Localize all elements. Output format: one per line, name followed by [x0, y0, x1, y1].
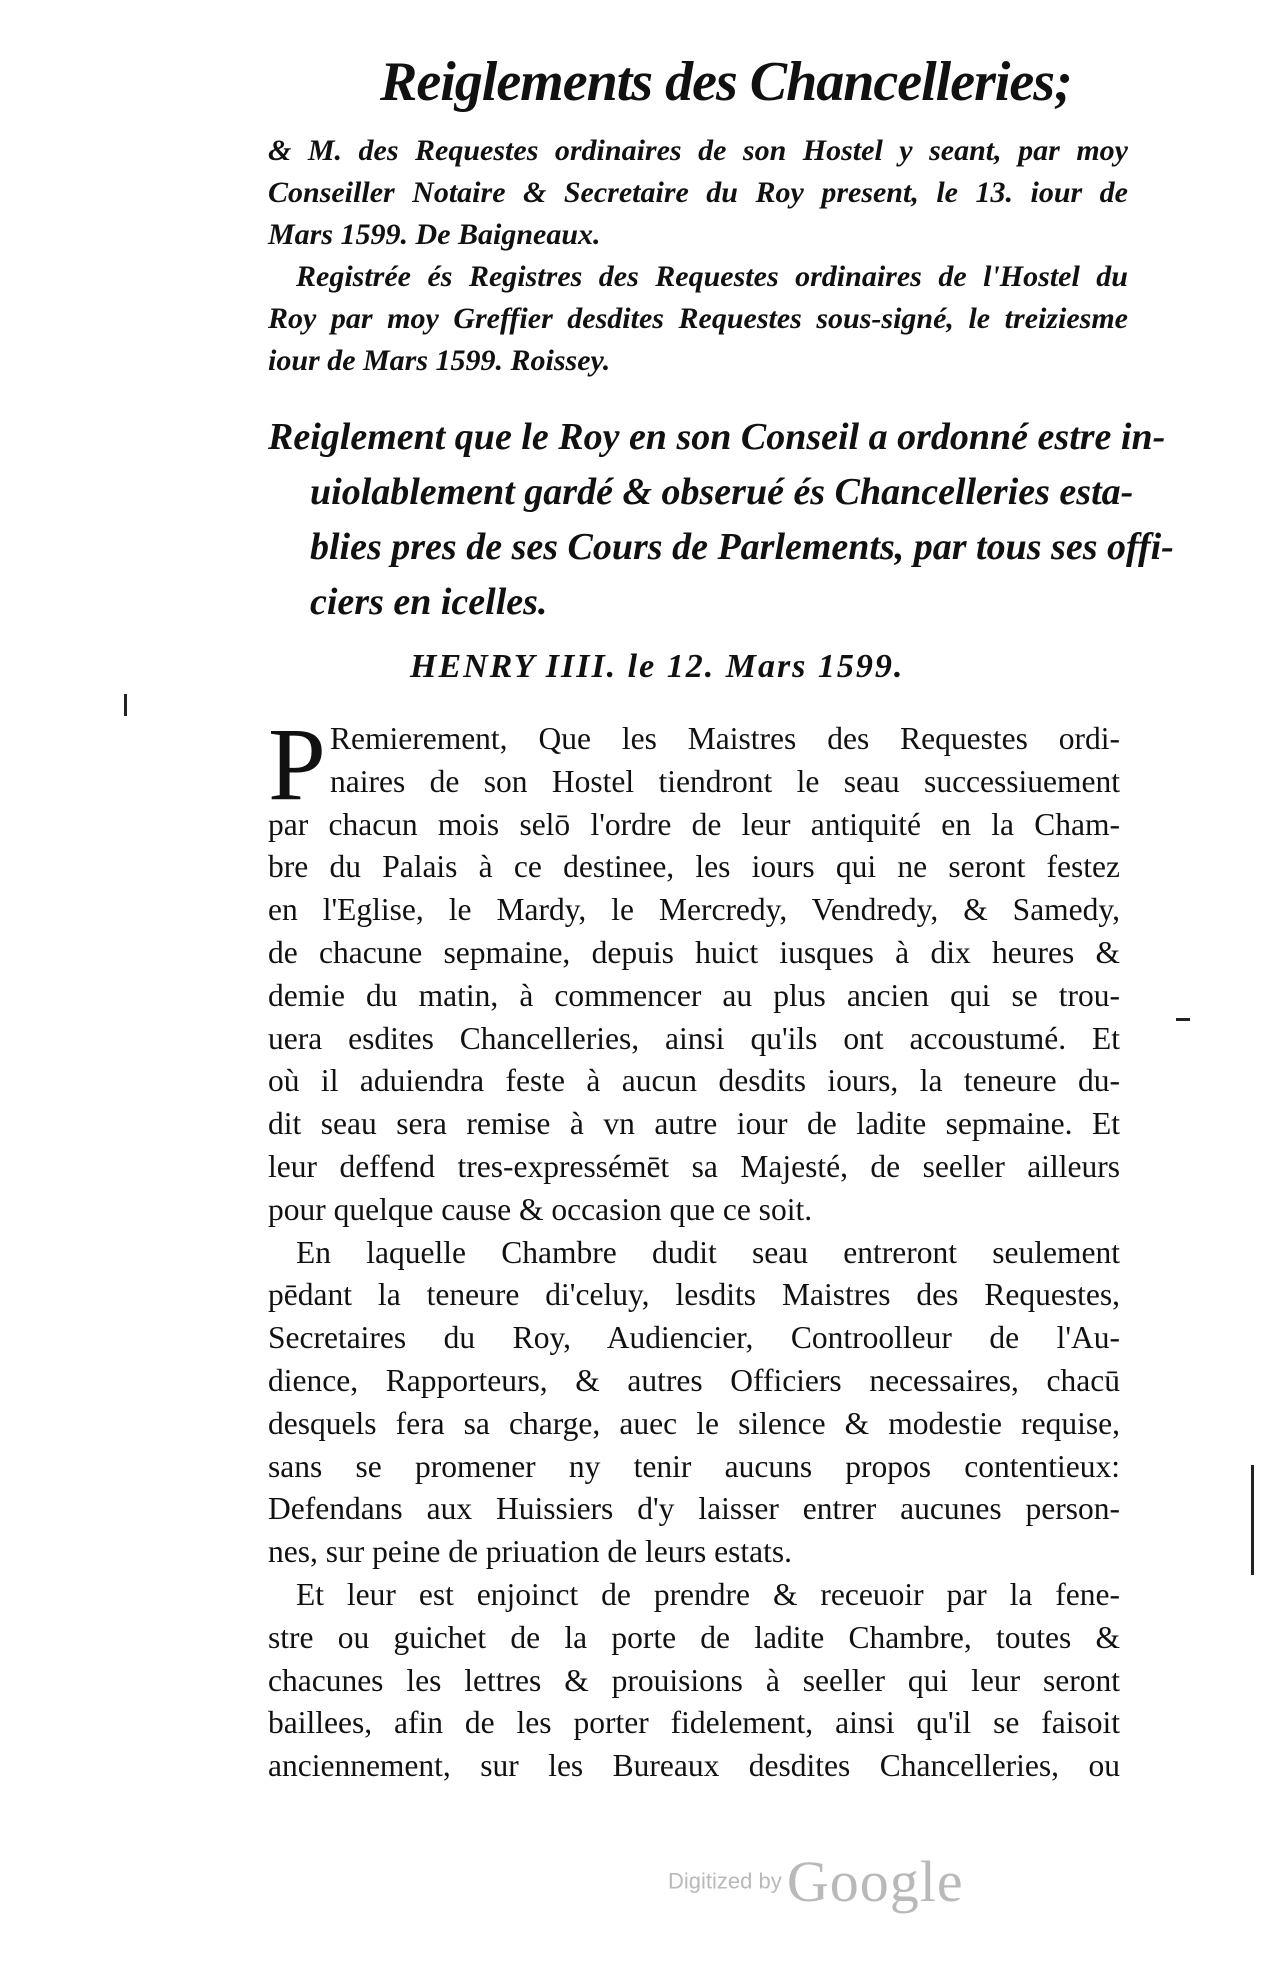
body-line: baillees, afin de les porter fidelement, ainsi qu'il se faisoit: [268, 1705, 1120, 1741]
body-line: chacunes les lettres & prouisions à seeller qui leur seront: [268, 1662, 1120, 1698]
body-line: où il aduiendra feste à aucun desdits iours, la teneure du-: [268, 1063, 1120, 1099]
watermark-logo-text: Google: [786, 1849, 964, 1914]
body-line: Secretaires du Roy, Audiencier, Controolleur de l'Au-: [268, 1320, 1120, 1356]
body-line: pour quelque cause & occasion que ce soit.: [268, 1191, 813, 1227]
heading-line: Reiglement que le Roy en son Conseil a ordonné estre in-: [268, 416, 1166, 458]
heading-line: blies pres de ses Cours de Parlements, par tous ses offi-: [310, 526, 1174, 568]
body-line: naires de son Hostel tiendront le seau successiuement: [330, 763, 1120, 799]
heading-line: ciers en icelles.: [310, 581, 548, 623]
body-line: sans se promener ny tenir aucuns propos contentieux:: [268, 1448, 1120, 1484]
body-line: nes, sur peine de priuation de leurs estats.: [268, 1534, 792, 1570]
watermark-small-text: Digitized by: [668, 1868, 782, 1894]
body-line: dit seau sera remise à vn autre iour de ladite sepmaine. Et: [268, 1106, 1120, 1142]
body-line: leur deffend tres-expressémēt sa Majesté, de seeller ailleurs: [268, 1148, 1120, 1184]
body-line: uera esdites Chancelleries, ainsi qu'ils ont accoustumé. Et: [268, 1020, 1120, 1056]
previous-text-line: & M. des Requestes ordinaires de son Hostel y seant, par moy: [268, 134, 1128, 167]
body-text: [268, 707, 1120, 1788]
scan-mark: [1176, 1018, 1190, 1021]
heading-line: uiolablement gardé & obserué és Chancelleries esta-: [310, 471, 1134, 513]
body-line: pēdant la teneure di'celuy, lesdits Maistres des Requestes,: [268, 1277, 1120, 1313]
scan-mark: [124, 694, 127, 716]
body-line: bre du Palais à ce destinee, les iours qui ne seront festez: [268, 849, 1120, 885]
body-line: stre ou guichet de la porte de ladite Chambre, toutes &: [268, 1619, 1120, 1655]
body-line: demie du matin, à commencer au plus ancien qui se trou-: [268, 977, 1120, 1013]
previous-text-line: Conseiller Notaire & Secretaire du Roy present, le 13. iour de: [268, 176, 1128, 209]
previous-text-line: iour de Mars 1599. Roissey.: [268, 344, 611, 377]
previous-text-line: Registrée és Registres des Requestes ordinaires de l'Hostel du: [296, 260, 1128, 293]
previous-text-line: Mars 1599. De Baigneaux.: [268, 218, 601, 251]
body-line: par chacun mois selō l'ordre de leur antiquité en la Cham-: [268, 806, 1120, 842]
body-line: dience, Rapporteurs, & autres Officiers necessaires, chacū: [268, 1362, 1120, 1398]
running-title: Reiglements des Chancelleries;: [380, 51, 1072, 113]
previous-text-block: [268, 130, 1128, 382]
body-line: de chacune sepmaine, depuis huict iusques à dix heures &: [268, 934, 1120, 970]
body-line: En laquelle Chambre dudit seau entreront seulement: [296, 1234, 1120, 1270]
scan-mark: [1251, 1465, 1254, 1575]
drop-cap: P: [268, 707, 326, 822]
body-line: Remierement, Que les Maistres des Requestes ordi-: [330, 721, 1120, 756]
section-heading: [268, 410, 1174, 630]
body-line: Et leur est enjoinct de prendre & receuoir par la fene-: [296, 1576, 1120, 1612]
body-line: Defendans aux Huissiers d'y laisser entrer aucunes person-: [268, 1491, 1120, 1527]
body-line: desquels fera sa charge, auec le silence & modestie requise,: [268, 1405, 1120, 1441]
decree-date-heading: HENRY IIII. le 12. Mars 1599.: [410, 648, 905, 685]
body-line: anciennement, sur les Bureaux desdites Chancelleries, ou: [268, 1748, 1120, 1784]
body-line: en l'Eglise, le Mardy, le Mercredy, Vendredy, & Samedy,: [268, 892, 1120, 928]
previous-text-line: Roy par moy Greffier desdites Requestes sous-signé, le treiziesme: [268, 302, 1128, 335]
digitized-watermark: [668, 1848, 988, 1928]
